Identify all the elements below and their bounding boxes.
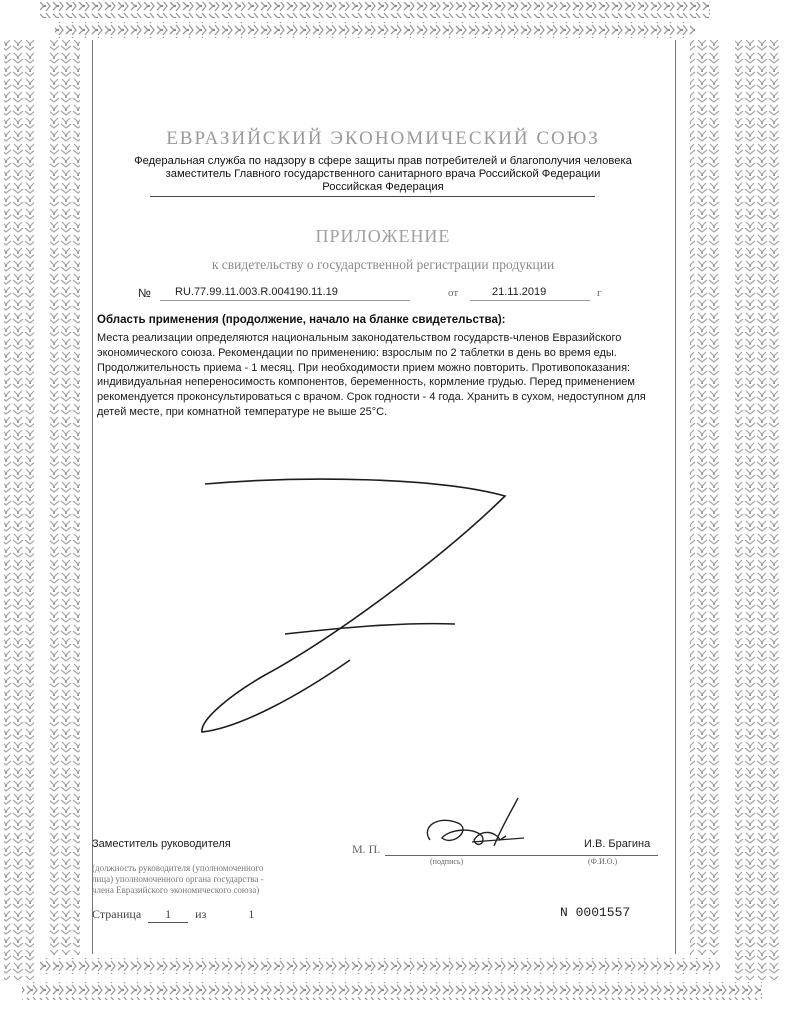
date-label: от — [448, 287, 459, 299]
footnote-line: (должность руководителя (уполномоченного — [92, 863, 264, 873]
annex-subtitle: к свидетельству о государственной регистрации продукции — [211, 257, 555, 272]
signatory-position: Заместитель руководителя — [92, 838, 231, 850]
date-suffix: г — [597, 287, 602, 299]
name-line — [560, 855, 658, 856]
authority-line: заместитель Главного государственного санитарного врача Российской Федерации — [165, 168, 601, 180]
large-signature — [190, 470, 520, 740]
page-of-label: из — [195, 907, 207, 921]
page-counter — [92, 907, 277, 923]
serial-number: N 0001557 — [560, 905, 631, 920]
annex-title: ПРИЛОЖЕНИЕ — [315, 226, 451, 246]
certificate-number: RU.77.99.11.003.R.004190.11.19 — [175, 286, 338, 298]
handwritten-signature — [412, 796, 532, 866]
footnote-line: лица) уполномоченного органа государства - — [92, 874, 264, 884]
page-total: 1 — [248, 907, 255, 921]
date-underline — [470, 300, 590, 301]
authority-line: Российская Федерация — [322, 181, 444, 193]
page-current: 1 — [148, 907, 188, 923]
certificate-date: 21.11.2019 — [492, 286, 547, 298]
sign-caption: (подпись) — [430, 857, 464, 866]
union-heading: ЕВРАЗИЙСКИЙ ЭКОНОМИЧЕСКИЙ СОЮЗ — [166, 128, 600, 149]
number-label: № — [138, 286, 151, 300]
scope-text: Места реализации определяются национальным законодательством государств-членов Евразийского экономического союза. Рекомендации по применению: взрослым по 2 таблетки в день во время еды. Продолжительность приема - 1 месяц. При необходимости прием можно повторить. Противопоказания: индивидуальная непереносимость компонентов, беременность, кормление грудью. Перед применением рекомендуется проконсультироваться с врачом. Срок годности - 4 года. Хранить в сухом, недоступном для детей месте, при комнатной температуре не выше 25°С. — [97, 332, 646, 418]
authority-underline — [150, 196, 595, 197]
name-caption: (Ф.И.О.) — [588, 857, 618, 866]
stamp-label: М. П. — [352, 842, 381, 856]
issuing-authority — [92, 155, 674, 194]
page-label: Страница — [92, 907, 142, 921]
position-footnote — [92, 863, 372, 896]
footnote-line: члена Евразийского экономического союза) — [92, 885, 260, 895]
authority-line: Федеральная служба по надзору в сфере защиты прав потребителей и благополучия человека — [134, 155, 632, 167]
scope-title: Область применения (продолжение, начало на бланке свидетельства): — [97, 314, 506, 326]
signatory-name: И.В. Брагина — [584, 838, 651, 850]
number-underline — [160, 300, 410, 301]
